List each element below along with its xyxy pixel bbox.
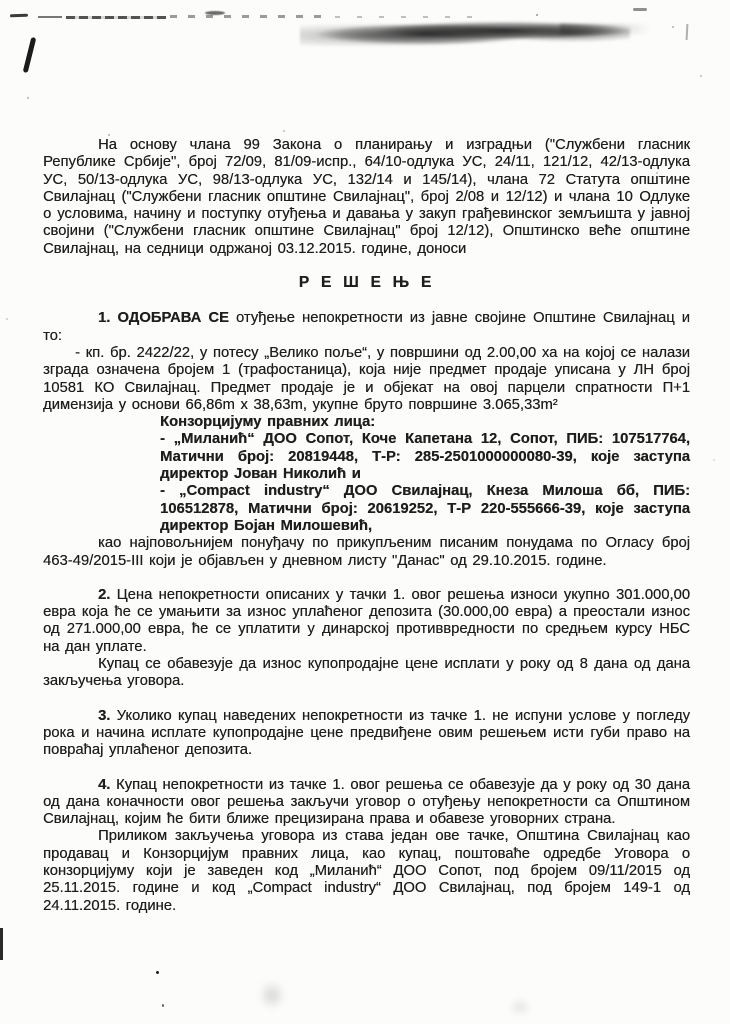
doc-paragraph-4 <box>43 345 690 414</box>
bold-text-run: 3. <box>98 707 117 724</box>
bold-text-run: 2. <box>98 586 117 603</box>
doc-paragraph-6 <box>160 431 690 483</box>
doc-paragraph-8 <box>43 535 690 570</box>
scan-blot-artifact <box>258 980 286 1010</box>
bold-text-run: 4. <box>98 776 117 793</box>
scan-blot-artifact <box>508 998 532 1016</box>
document-title <box>43 274 690 291</box>
bold-text-run: - „Compact industry“ ДОО Свилајнац, Кнеза Милоша бб, ПИБ: 106512878, Матични број: 20619252, Т-Р 220-555666-39, које заступа директор Бојан Милошевић, <box>160 483 690 534</box>
text-run: - кп. бр. 2422/22, у потесу „Велико поље“, у површини од 2.00,00 ха на којој се налази зграда означена бројем 1 (трафостаница), која није предмет продаје уписана у ЛН број 10581 КО Свилајнац. Предмет продаје је и објекат на овој парцели спратности П+1 димензија у основи 66,86m x 38,63m, укупне бруто површине 3.065,33m² <box>43 344 690 413</box>
text-run: Приликом закључења уговора из става један ове тачке, Општина Свилајнац као продавац и Конзорцијум правних лица, као купац, поштоваће одредбе Уговора о конзорцијуму који је заведен код „Миланић“ ДОО Сопот, под бројем 09/11/2015 од 25.11.2015. године и код „Compact industry“ ДОО Свилајнац, под бројем 149-1 од 24.11.2015. године. <box>43 828 690 914</box>
bold-text-run: 1. ОДОБРАВА СЕ <box>98 310 236 327</box>
page-edge-artifact <box>0 928 3 960</box>
bold-text-run: - „Миланић“ ДОО Сопот, Коче Капетана 12, Сопот, ПИБ: 107517764, Матични број: 20819448, Т-Р: 285-2501000000080-39, које заступа директор Јован Николић и <box>160 431 690 483</box>
text-run: Купац се обавезује да износ купопродајне цене исплати у року од 8 дана од дана закључења уговора. <box>43 656 690 690</box>
doc-paragraph-9 <box>43 587 690 656</box>
text-run: Купац непокретности из тачке 1. овог решења се обавезује да у року од 30 дана од дана коначности овог решења закључи уговор о отуђењу непокретности са Општином Свилајнац, којим ће бити ближе прецизирана права и обавезе уговорних страна. <box>43 776 690 828</box>
text-run: као најповољнијем понуђачу по прикупљеним писаним понудама по Огласу број 463-49/2015-III који је објављен у дневном листу "Данас" од 29.10.2015. године. <box>43 535 690 569</box>
ink-dot-artifact <box>162 1004 164 1007</box>
bold-text-run: Р Е Ш Е Њ Е <box>298 274 435 292</box>
doc-paragraph-13 <box>43 828 690 914</box>
ink-dot-artifact <box>156 971 159 974</box>
doc-paragraph-7 <box>160 483 690 535</box>
text-run: На основу члана 99 Закона о планирању и изградњи ("Службени гласник Републике Србије", број 72/09, 81/09-испр., 64/10-одлука УС, 24/11, 121/12, 42/13-одлука УС, 50/13-одлука УС, 98/13-одлука УС, 132/14 и 145/14), члана 72 Статута општине Свилајнац ("Службени гласник општине Свилајнац", број 2/08 и 12/12) и члана 10 Одлуке о условима, начину и поступку отуђења и давања у закуп грађевинског земљишта у јавној својини ("Службени гласник општине Свилајнац" број 12/12), Општинско веће општине Свилајнац, на седници одржаној 03.12.2015. године, доноси <box>43 137 690 257</box>
doc-paragraph-1 <box>43 137 690 258</box>
doc-paragraph-5 <box>160 414 690 431</box>
doc-paragraph-3 <box>43 310 690 345</box>
doc-paragraph-11 <box>43 708 690 760</box>
text-run: Цена непокретности описаних у тачки 1. овог решења износи укупно 301.000,00 евра која ће се умањити за износ уплаћеног депозита (30.000,00 евра) а преостали износ од 271.000,00 евра, ће се уплатити у динарској противвредности по средњем курсу НБС на дан уплате. <box>43 586 691 655</box>
doc-paragraph-10 <box>43 656 690 691</box>
text-run: отуђење непокретности из јавне својине Општине Свилајнац и то: <box>43 310 690 344</box>
doc-paragraph-12 <box>43 777 690 829</box>
bold-text-run: Конзорцијуму правних лица: <box>160 414 376 431</box>
text-run: Уколико купац наведених непокретности из тачке 1. не испуни услове у погледу рока и начина исплате купопродајне цене предвиђене овим решењем исти губи право на повраћај уплаћеног депозита. <box>43 707 690 759</box>
